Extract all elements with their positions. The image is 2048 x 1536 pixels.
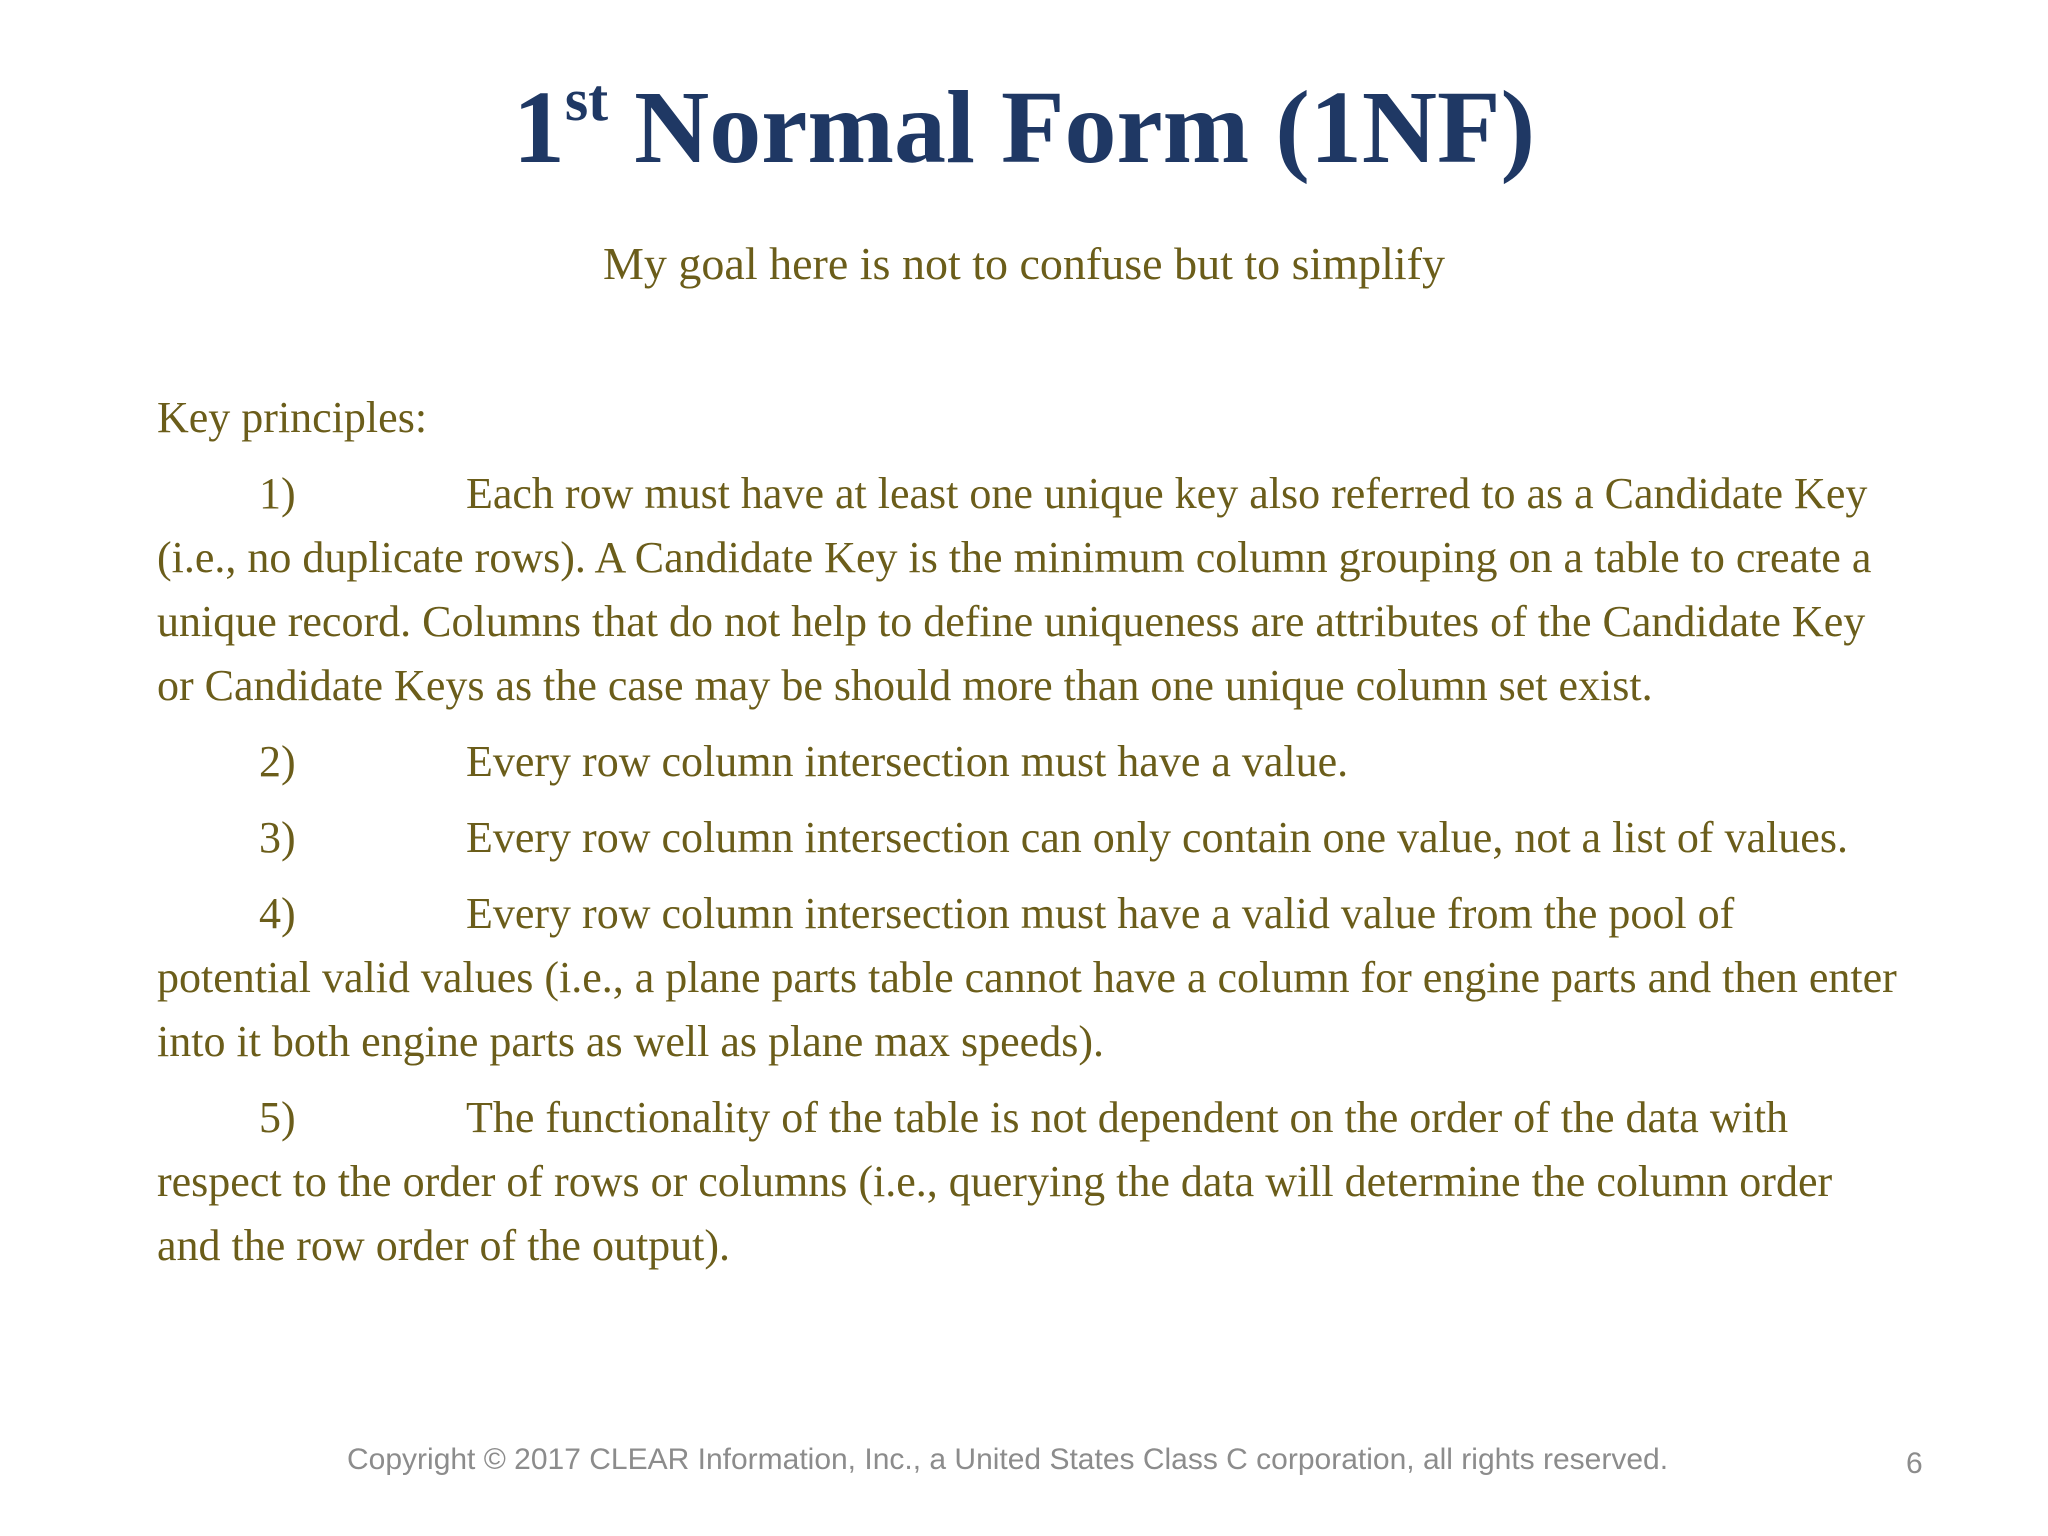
principle-item <box>157 462 1897 718</box>
principle-number: 3) <box>259 813 296 862</box>
principle-text: Every row column intersection must have a value. <box>466 737 1349 786</box>
title-prefix: 1 <box>512 70 565 185</box>
principle-item <box>157 730 1897 794</box>
principle-number: 1) <box>259 469 296 518</box>
slide-subtitle: My goal here is not to confuse but to simplify <box>603 238 1445 289</box>
principle-item <box>157 806 1897 870</box>
page-number: 6 <box>1906 1447 1923 1480</box>
principle-text: Each row must have at least one unique key also referred to as a Candidate Key (i.e., no duplicate rows). A Candidate Key is the minimum column grouping on a table to create a unique record. Columns that do not help to define uniqueness are attributes of the Candidate Key or Candidate Keys as the case may be should more than one unique column set exist. <box>157 469 1872 710</box>
slide-title <box>0 68 2048 188</box>
title-superscript: st <box>564 67 609 134</box>
title-rest: Normal Form (1NF) <box>608 70 1536 185</box>
principle-text: Every row column intersection must have a valid value from the pool of potential valid values (i.e., a plane parts table cannot have a column for engine parts and then enter into it both engine parts as well as plane max speeds). <box>157 889 1897 1066</box>
principle-text: Every row column intersection can only contain one value, not a list of values. <box>466 813 1848 862</box>
copyright-notice: Copyright © 2017 CLEAR Information, Inc., a United States Class C corporation, all rights reserved. <box>347 1443 1669 1476</box>
principle-number: 4) <box>259 889 296 938</box>
slide-body <box>157 386 1897 1278</box>
principle-item <box>157 882 1897 1074</box>
principle-number: 5) <box>259 1093 296 1142</box>
principle-text: The functionality of the table is not dependent on the order of the data with respect to the order of rows or columns (i.e., querying the data will determine the column order and the row order of the output). <box>157 1093 1833 1270</box>
principles-heading: Key principles: <box>157 393 428 442</box>
principle-number: 2) <box>259 737 296 786</box>
principle-item <box>157 1086 1897 1278</box>
